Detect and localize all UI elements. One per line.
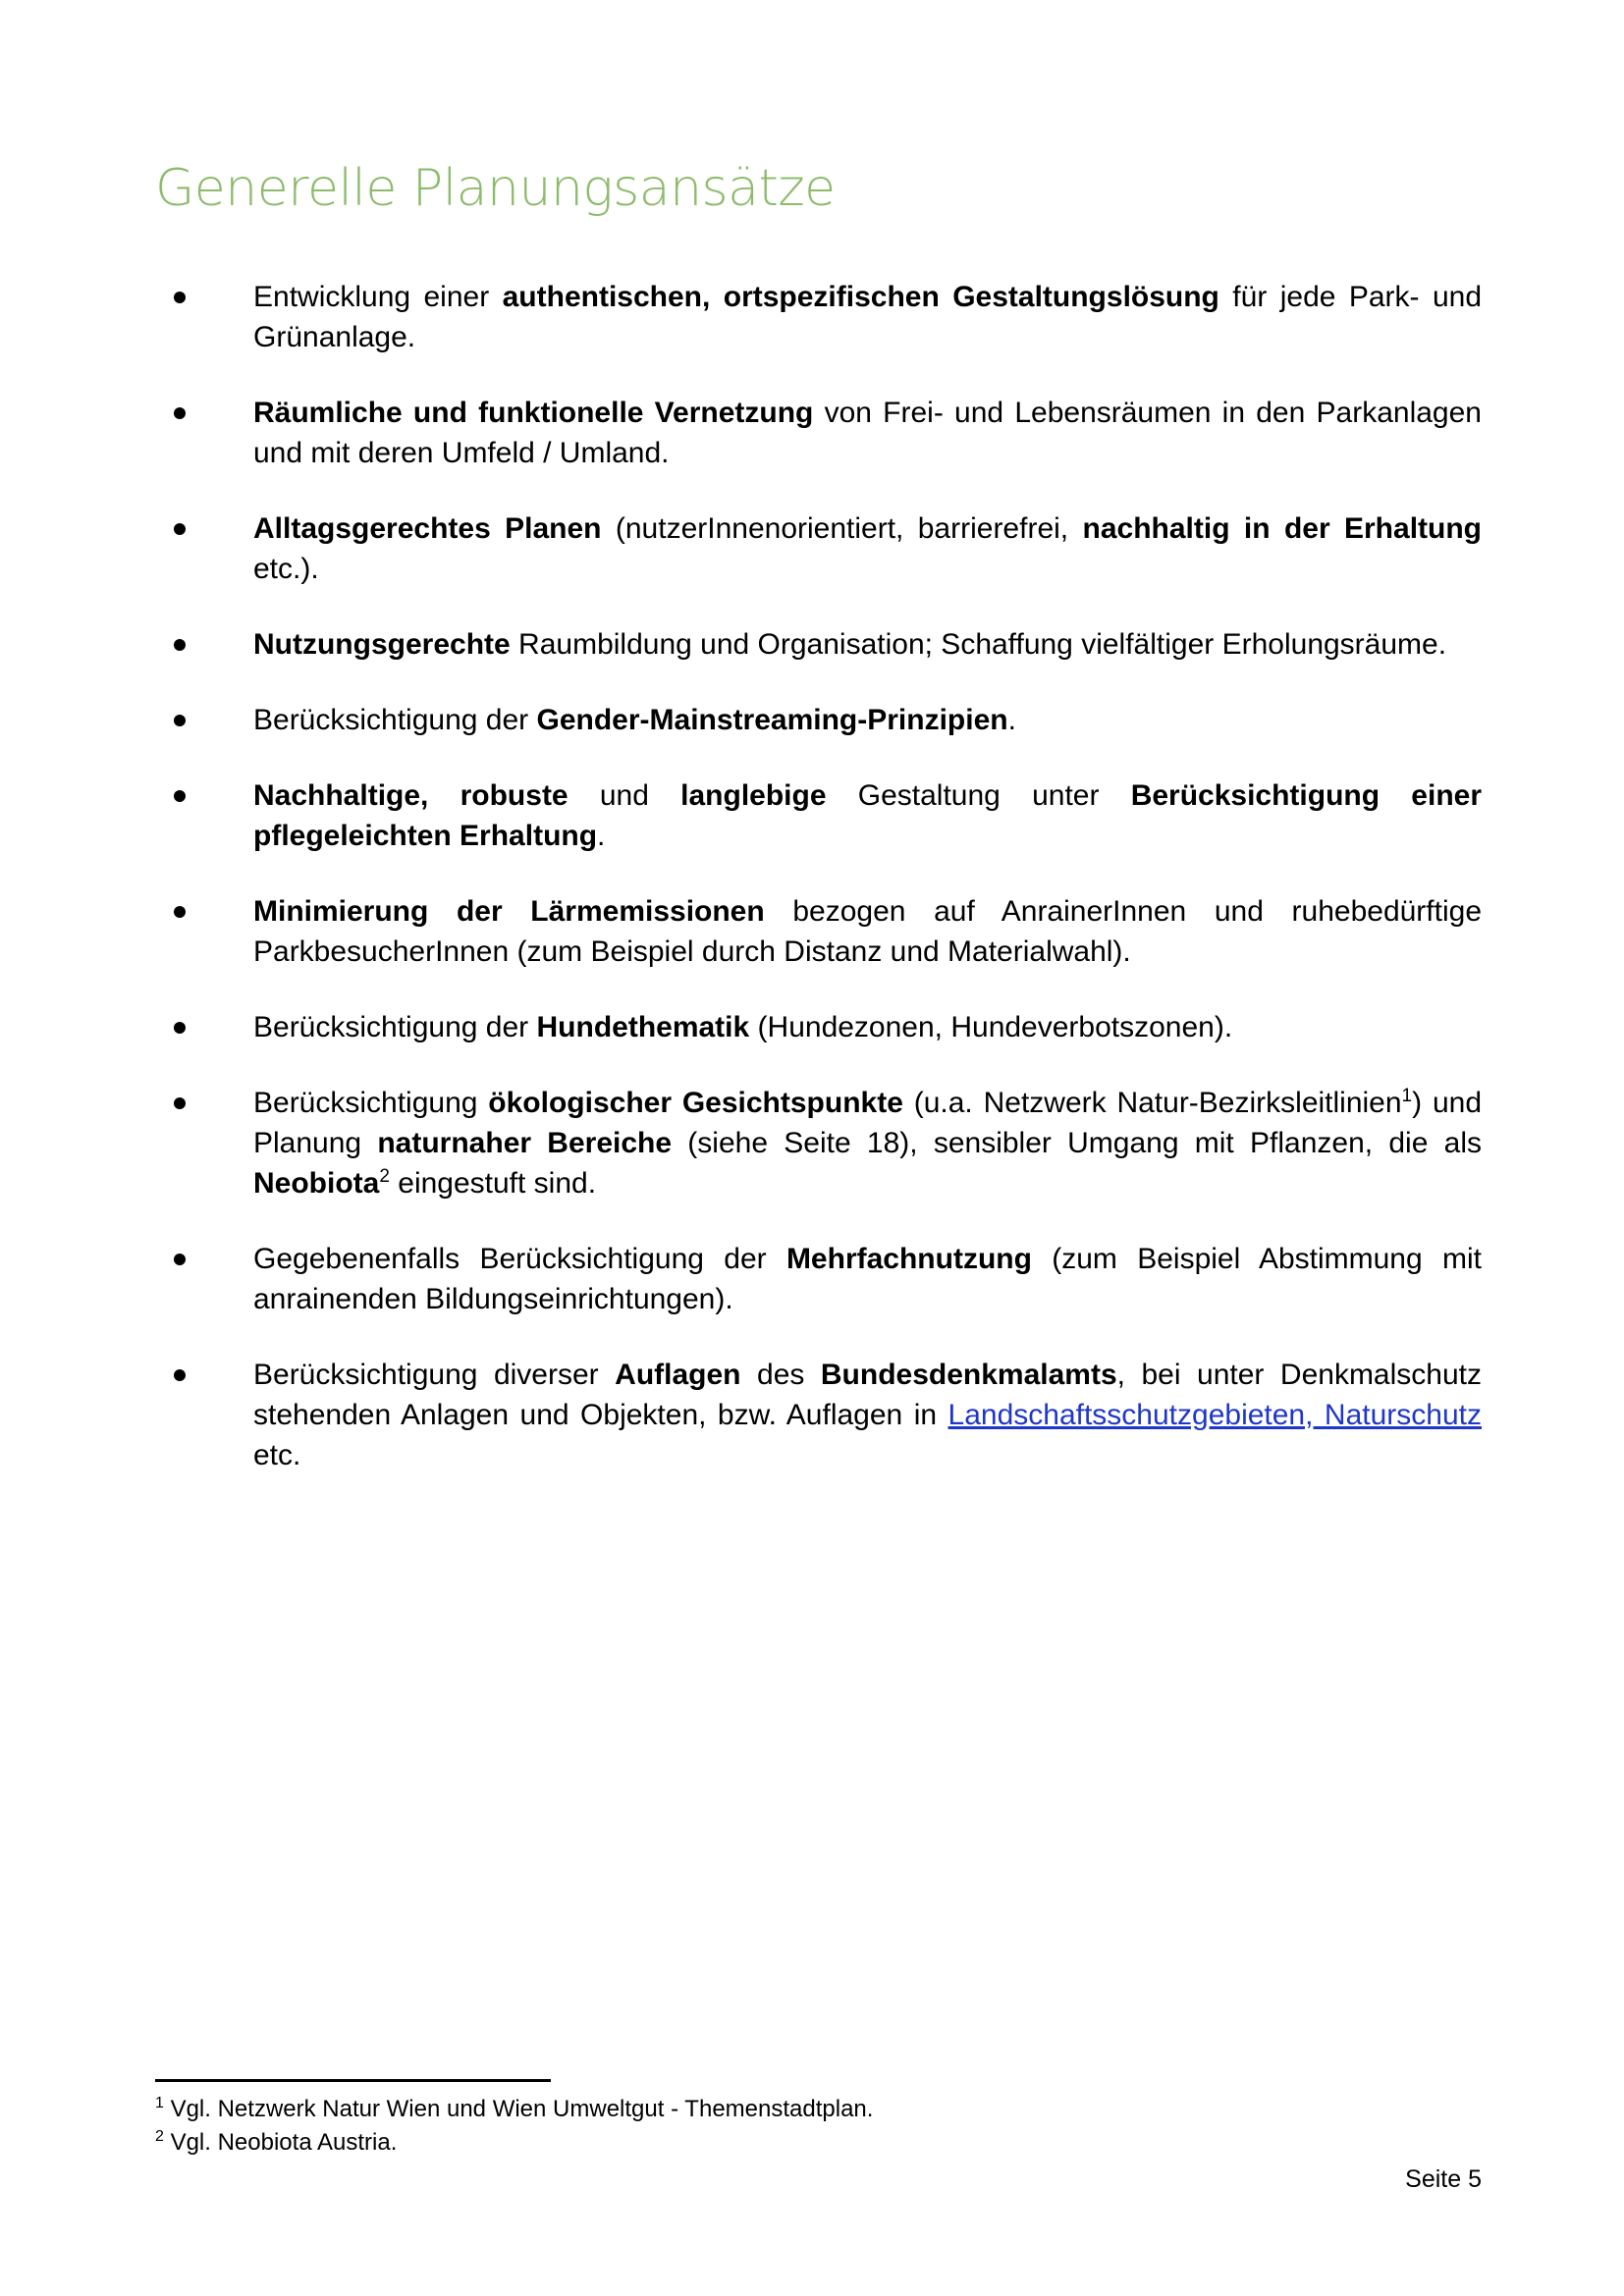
list-item bbox=[0, 775, 1624, 856]
bullet-icon bbox=[174, 1022, 186, 1034]
bullet-icon bbox=[174, 523, 186, 535]
footnote-1: $^1$ Vgl. Netzwerk Natur Wien und Wien Umweltgut - Themenstadtplan. bbox=[155, 2095, 874, 2122]
list-item bbox=[0, 700, 1624, 740]
list-item bbox=[0, 1083, 1624, 1203]
bullet-icon bbox=[174, 790, 186, 802]
list-item bbox=[0, 277, 1624, 357]
bullet-list bbox=[0, 277, 1624, 1511]
bullet-icon bbox=[174, 906, 186, 918]
list-item bbox=[0, 393, 1624, 473]
bullet-icon bbox=[174, 407, 186, 419]
footnote-ref-1[interactable]: 1 bbox=[1401, 1086, 1413, 1106]
bullet-icon bbox=[174, 1097, 186, 1109]
page-number: Seite 5 bbox=[1405, 2165, 1482, 2193]
list-item bbox=[0, 1239, 1624, 1319]
list-item bbox=[0, 891, 1624, 972]
list-item bbox=[0, 1007, 1624, 1047]
footnotes bbox=[155, 2093, 1432, 2160]
page-title: Generelle Planungsansätze bbox=[155, 159, 836, 218]
landschaftsschutz-link[interactable]: Landschaftsschutzgebieten, Naturschutz bbox=[947, 1399, 1482, 1431]
list-item-text: Entwicklung einer authentischen, ortspezifischen Gestaltungslösung für jede Park- und Grünanlage. bbox=[253, 281, 1482, 353]
bullet-icon bbox=[174, 1254, 186, 1265]
footnote-2: $^2$ Vgl. Neobiota Austria. bbox=[155, 2128, 398, 2156]
list-item bbox=[0, 508, 1624, 589]
list-item-text: Berücksichtigung diverser Auflagen des Bundesdenkmalamts, bei unter Denkmalschutz stehenden Anlagen und Objekten, bzw. Auflagen in Landschaftsschutzgebieten, Naturschutz etc. bbox=[253, 1359, 1482, 1471]
list-item-text: Berücksichtigung ökologischer Gesichtspunkte (u.a. Netzwerk Natur-Bezirksleitlinien$^1$) und Planung naturnaher Bereiche (siehe Seite 18), sensibler Umgang mit Pflanzen, die als Neobiota$^2$ eingestuft sind. bbox=[253, 1086, 1482, 1200]
bullet-icon bbox=[174, 639, 186, 651]
list-item-text: Alltagsgerechtes Planen (nutzerInnenorientiert, barrierefrei, nachhaltig in der Erhaltung etc.). bbox=[253, 512, 1482, 585]
list-item-text: Gegebenenfalls Berücksichtigung der Mehrfachnutzung (zum Beispiel Abstimmung mit anrainenden Bildungseinrichtungen). bbox=[253, 1243, 1482, 1315]
list-item bbox=[0, 1355, 1624, 1475]
list-item-text: Nachhaltige, robuste und langlebige Gestaltung unter Berücksichtigung einer pflegeleichten Erhaltung. bbox=[253, 779, 1482, 852]
footnote-ref-2[interactable]: 2 bbox=[379, 1166, 390, 1187]
bullet-icon bbox=[174, 292, 186, 303]
list-item-text: Minimierung der Lärmemissionen bezogen auf AnrainerInnen und ruhebedürftige ParkbesucherInnen (zum Beispiel durch Distanz und Materialwahl). bbox=[253, 895, 1483, 968]
bullet-icon bbox=[174, 715, 186, 726]
list-item-text: Nutzungsgerechte Raumbildung und Organisation; Schaffung vielfältiger Erholungsräume. bbox=[253, 628, 1447, 661]
list-item-text: Berücksichtigung der Hundethematik (Hundezonen, Hundeverbotszonen). bbox=[253, 1011, 1233, 1043]
list-item-text: Berücksichtigung der Gender-Mainstreaming-Prinzipien. bbox=[253, 704, 1016, 736]
bullet-icon bbox=[174, 1369, 186, 1381]
list-item-text: Räumliche und funktionelle Vernetzung von Frei- und Lebensräumen in den Parkanlagen und mit deren Umfeld / Umland. bbox=[253, 397, 1482, 469]
footnote-separator bbox=[155, 2079, 551, 2082]
list-item bbox=[0, 624, 1624, 665]
